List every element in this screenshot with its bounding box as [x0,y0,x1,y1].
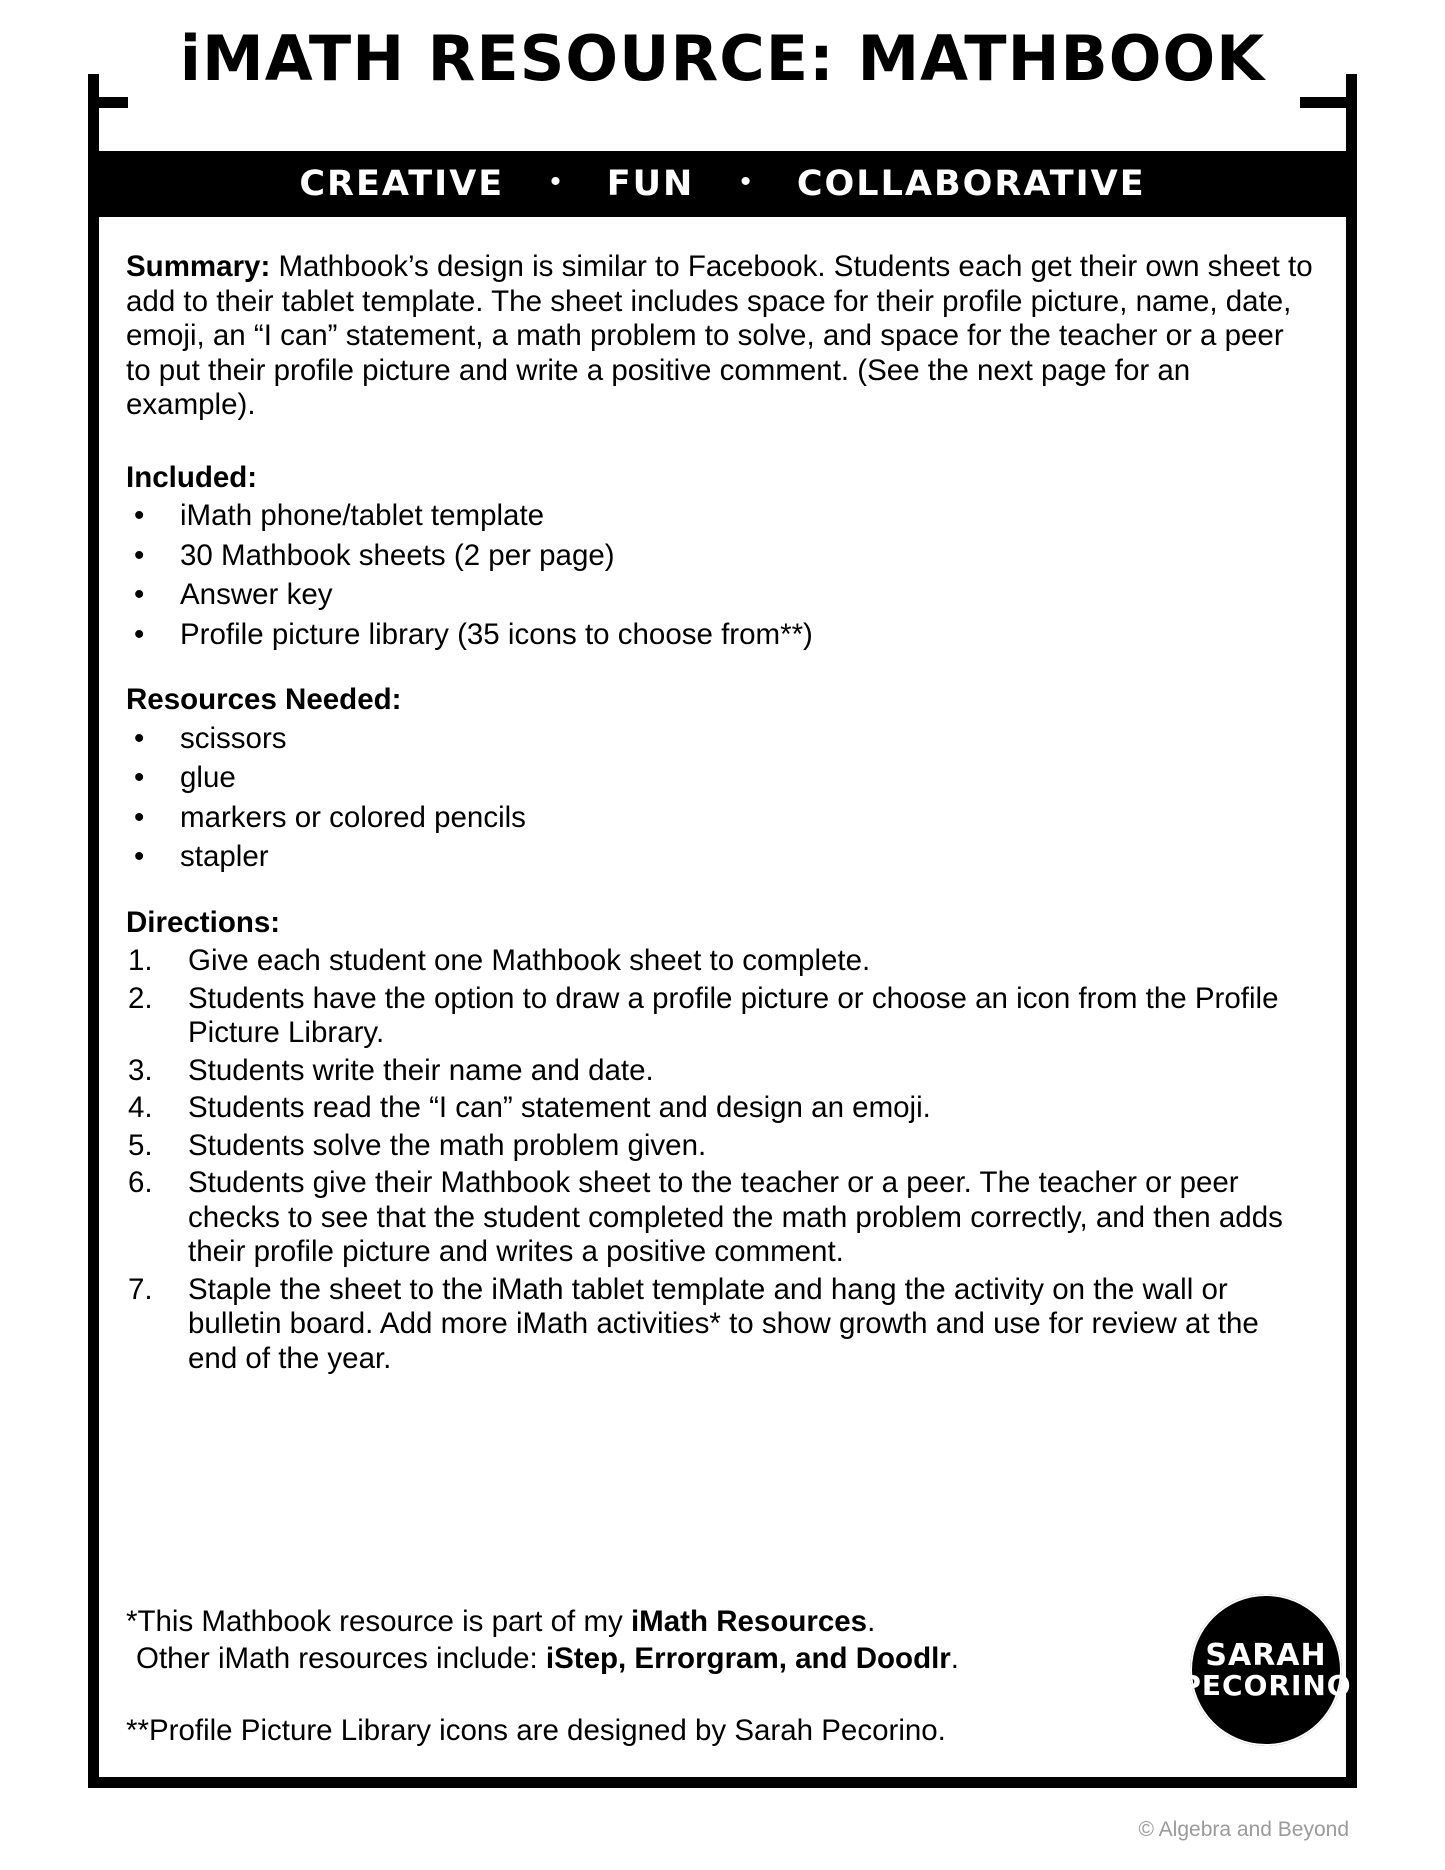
list-item-label: markers or colored pencils [180,800,526,834]
border-right [1346,74,1357,1788]
bullet-icon: • [134,538,145,572]
footnote-1-bold: iMath Resources [630,1605,868,1638]
logo-line-2: PECORINO [1180,1669,1352,1703]
step-number: 4. [128,1091,153,1124]
list-item [126,1273,1316,1377]
page-title: iMATH RESOURCE: MATHBOOK [179,22,1266,95]
sarah-pecorino-logo [1180,1594,1352,1746]
border-bottom [88,1777,1357,1788]
step-number: 7. [128,1272,153,1306]
tagline-word-creative: CREATIVE [299,164,505,204]
summary-label: Summary: [126,250,271,283]
footnote-1-post: . [867,1605,876,1638]
step-number: 2. [128,981,153,1015]
step-text: Students write their name and date. [188,1053,654,1087]
list-item [126,982,1316,1051]
footnote-imath-resources [126,1604,1186,1639]
resources-heading: Resources Needed: [126,683,402,716]
footnote-2-pre: Other iMath resources include: [136,1642,546,1676]
summary-paragraph [126,250,1316,423]
step-number: 5. [128,1128,153,1162]
bullet-icon: • [134,721,145,755]
list-item [126,801,1316,836]
list-item-label: iMath phone/tablet template [180,499,545,532]
border-left [88,74,99,1788]
tagline-separator-dot-1: • [550,165,561,198]
step-text: Give each student one Mathbook sheet to complete. [188,944,871,977]
step-text: Students solve the math problem given. [188,1128,707,1162]
list-item [126,1129,1316,1164]
step-text: Students have the option to draw a profile picture or choose an icon from the Profile Picture Library. [188,981,1279,1049]
footnote-other-resources [126,1641,1186,1676]
included-list [126,499,1316,652]
tagline-word-collaborative: COLLABORATIVE [796,164,1146,204]
footnote-icon-credit: **Profile Picture Library icons are designed by Sarah Pecorino. [126,1713,946,1747]
list-item-label: 30 Mathbook sheets (2 per page) [180,538,615,572]
footnote-2-post: . [950,1642,959,1676]
tagline-word-fun: FUN [606,164,695,204]
list-item [126,722,1316,757]
bullet-icon: • [134,800,145,834]
step-number: 6. [128,1166,153,1199]
tagline-separator-dot-2: • [740,165,751,198]
list-item [126,1091,1316,1126]
logo-line-1: SARAH [1205,1637,1327,1673]
list-item-label: Profile picture library (35 icons to choose from**) [180,617,813,651]
directions-heading: Directions: [126,905,281,939]
bullet-icon: • [134,578,145,611]
list-item-label: scissors [180,721,287,755]
step-text: Students give their Mathbook sheet to the teacher or a peer. The teacher or peer checks to see that the student completed the math problem correctly, and then adds their profile picture and writes a positive comment. [188,1166,1283,1268]
summary-text: Mathbook’s design is similar to Facebook. Students each get their own sheet to add to their tablet template. The sheet includes space for their profile picture, name, date, emoji, an “I can” statement, a math problem to solve, and space for the teacher or a peer to put their profile picture and write a positive comment. (See the next page for an example). [126,250,1313,421]
bullet-icon: • [134,617,145,651]
page-title-container [0,22,1445,95]
bullet-icon: • [134,499,145,532]
list-item [126,578,1316,613]
document-body [126,250,1316,1379]
tagline-banner [88,151,1357,217]
step-number: 1. [128,944,153,977]
resources-list [126,722,1316,875]
directions-list [126,944,1316,1376]
list-item [126,1166,1316,1270]
footnote-2-bold: iStep, Errorgram, and Doodlr [545,1642,951,1676]
list-item [126,1054,1316,1089]
bullet-icon: • [134,761,145,794]
list-item-label: stapler [180,840,269,873]
step-text: Students read the “I can” statement and design an emoji. [188,1091,931,1124]
list-item-label: glue [180,761,236,794]
list-item [126,499,1316,534]
step-text: Staple the sheet to the iMath tablet template and hang the activity on the wall or bulletin board. Add more iMath activities* to show growth and use for review at the end of the year. [188,1272,1259,1375]
list-item [126,539,1316,574]
list-item [126,944,1316,979]
copyright-notice: © Algebra and Beyond [1138,1818,1349,1841]
footnotes [126,1604,1186,1750]
included-heading: Included: [126,460,258,494]
list-item-label: Answer key [180,578,333,611]
list-item [126,761,1316,796]
footnote-1-pre: *This Mathbook resource is part of my [126,1605,631,1638]
list-item [126,618,1316,653]
list-item [126,840,1316,875]
bullet-icon: • [134,840,145,873]
step-number: 3. [128,1053,153,1087]
